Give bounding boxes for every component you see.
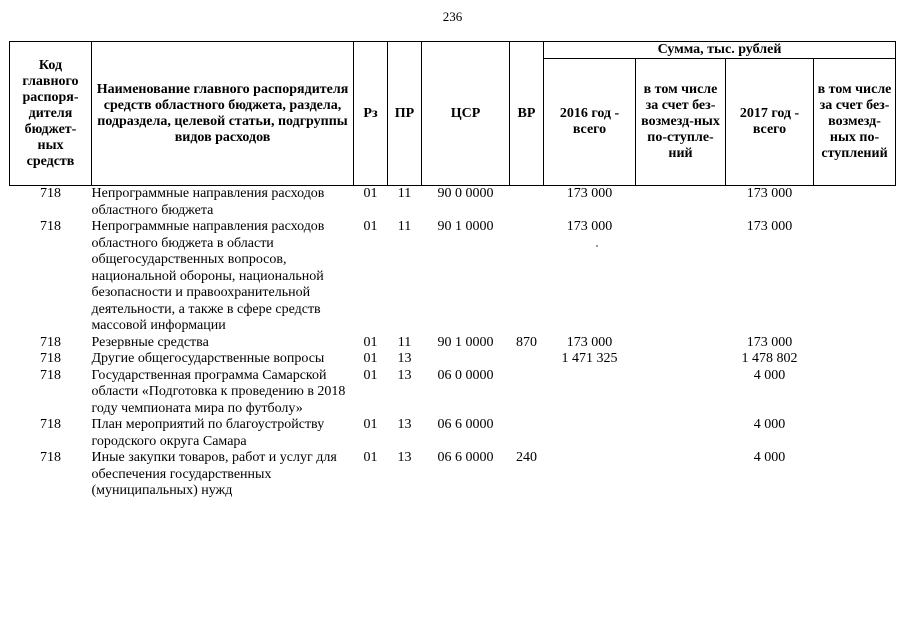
cell-2017-total: 1 478 802 bbox=[741, 351, 798, 366]
cell-csr bbox=[422, 351, 510, 368]
cell-pr: 11 bbox=[397, 186, 412, 201]
cell-rz: 01 bbox=[363, 219, 378, 234]
cell-2016-total bbox=[544, 417, 636, 450]
cell-vr bbox=[510, 417, 544, 450]
cell-vr bbox=[510, 219, 544, 335]
cell-csr: 90 1 0000 bbox=[437, 334, 494, 350]
cell-2017-total: 4 000 bbox=[753, 367, 786, 383]
cell-name: План мероприятий по благоустройству городского округа Самара bbox=[91, 417, 325, 449]
cell-2017-total: 173 000 bbox=[746, 219, 793, 234]
cell-pr: 11 bbox=[397, 219, 412, 234]
table-row bbox=[10, 335, 896, 352]
cell-code: 718 bbox=[40, 367, 61, 383]
cell-code: 718 bbox=[40, 219, 61, 234]
cell-name: Непрограммные направления расходов областного бюджета bbox=[91, 186, 325, 218]
table-row bbox=[10, 186, 896, 220]
header-vr: ВР bbox=[510, 42, 544, 186]
cell-code: 718 bbox=[40, 186, 61, 201]
budget-table bbox=[9, 41, 896, 500]
cell-code: 718 bbox=[40, 334, 61, 350]
cell-2017-total: 4 000 bbox=[753, 417, 786, 432]
cell-2016-total bbox=[544, 368, 636, 418]
cell-2016-free bbox=[636, 219, 726, 335]
cell-name: Государственная программа Самарской области «Подготовка к проведению в 2018 году чемпионата мира по футболу» bbox=[91, 367, 346, 416]
cell-pr: 13 bbox=[397, 450, 412, 465]
cell-2017-free bbox=[814, 450, 896, 500]
cell-csr: 06 0 0000 bbox=[437, 367, 494, 383]
cell-2016-total: 1 471 325 bbox=[561, 351, 618, 366]
cell-rz: 01 bbox=[363, 186, 378, 201]
cell-2017-free bbox=[814, 186, 896, 220]
cell-code: 718 bbox=[40, 351, 61, 366]
cell-vr bbox=[510, 186, 544, 220]
cell-csr: 90 0 0000 bbox=[437, 186, 494, 201]
cell-code: 718 bbox=[40, 450, 61, 465]
cell-rz: 01 bbox=[363, 334, 378, 350]
table-row bbox=[10, 450, 896, 500]
cell-csr: 90 1 0000 bbox=[437, 219, 494, 234]
cell-2016-free bbox=[636, 186, 726, 220]
cell-vr: 240 bbox=[516, 450, 537, 465]
cell-pr: 13 bbox=[397, 367, 412, 383]
cell-2016-total: 173 000 bbox=[566, 334, 613, 350]
header-2016-total: 2016 год - всего bbox=[544, 59, 636, 186]
header-name: Наименование главного распорядителя средств областного бюджета, раздела, подраздела, целевой статьи, подгруппы видов расходов bbox=[92, 42, 354, 186]
cell-name: Непрограммные направления расходов областного бюджета в области общегосударственных вопросов, национальной обороны, национальной безопасности и правоохранительной деятельности, а также в сфере средств массовой информации bbox=[91, 219, 325, 333]
cell-2016-free bbox=[636, 450, 726, 500]
cell-pr: 11 bbox=[397, 334, 412, 350]
cell-2017-free bbox=[814, 351, 896, 368]
cell-2017-free bbox=[814, 219, 896, 335]
table-row bbox=[10, 368, 896, 418]
header-csr: ЦСР bbox=[422, 42, 510, 186]
cell-pr: 13 bbox=[397, 351, 412, 366]
table-row bbox=[10, 351, 896, 368]
cell-2016-free bbox=[636, 351, 726, 368]
cell-2017-free bbox=[814, 417, 896, 450]
table-row bbox=[10, 219, 896, 335]
cell-rz: 01 bbox=[363, 351, 378, 366]
table-body bbox=[10, 186, 896, 500]
cell-name: Резервные средства bbox=[91, 334, 209, 350]
cell-2017-total: 173 000 bbox=[746, 186, 793, 201]
cell-2017-total: 4 000 bbox=[753, 450, 786, 465]
cell-2017-total: 173 000 bbox=[746, 334, 793, 350]
cell-rz: 01 bbox=[363, 417, 378, 432]
cell-csr: 06 6 0000 bbox=[437, 450, 494, 465]
cell-pr: 13 bbox=[397, 417, 412, 432]
cell-vr bbox=[510, 351, 544, 368]
header-2017-free: в том числе за счет без-возмезд-ных по-ступлений bbox=[814, 59, 896, 186]
cell-vr bbox=[510, 368, 544, 418]
cell-2016-total: 173 000 bbox=[566, 219, 613, 234]
header-sum: Сумма, тыс. рублей bbox=[544, 42, 896, 59]
cell-2017-free bbox=[814, 368, 896, 418]
table-header bbox=[10, 42, 896, 186]
header-pr: ПР bbox=[388, 42, 422, 186]
cell-name: Иные закупки товаров, работ и услуг для обеспечения государственных (муниципальных) нужд bbox=[91, 450, 337, 498]
cell-vr: 870 bbox=[516, 334, 537, 350]
header-rz: Рз bbox=[354, 42, 388, 186]
cell-2017-free bbox=[814, 335, 896, 352]
cell-csr: 06 6 0000 bbox=[437, 417, 494, 432]
header-code: Код главного распоря-дителя бюджет-ных средств bbox=[10, 42, 92, 186]
cell-2016-free bbox=[636, 417, 726, 450]
header-2016-free: в том числе за счет без-возмезд-ных по-ступле-ний bbox=[636, 59, 726, 186]
cell-code: 718 bbox=[40, 417, 61, 432]
cell-2016-free bbox=[636, 368, 726, 418]
header-2017-total: 2017 год - всего bbox=[726, 59, 814, 186]
cell-2016-total bbox=[544, 450, 636, 500]
cell-name: Другие общегосударственные вопросы bbox=[91, 351, 325, 366]
cell-2016-free bbox=[636, 335, 726, 352]
page-number: 236 bbox=[442, 9, 463, 24]
table-row bbox=[10, 417, 896, 450]
cell-rz: 01 bbox=[363, 367, 378, 383]
cell-2016-total: 173 000 bbox=[566, 186, 613, 201]
scan-speck bbox=[596, 245, 598, 247]
cell-rz: 01 bbox=[363, 450, 378, 465]
